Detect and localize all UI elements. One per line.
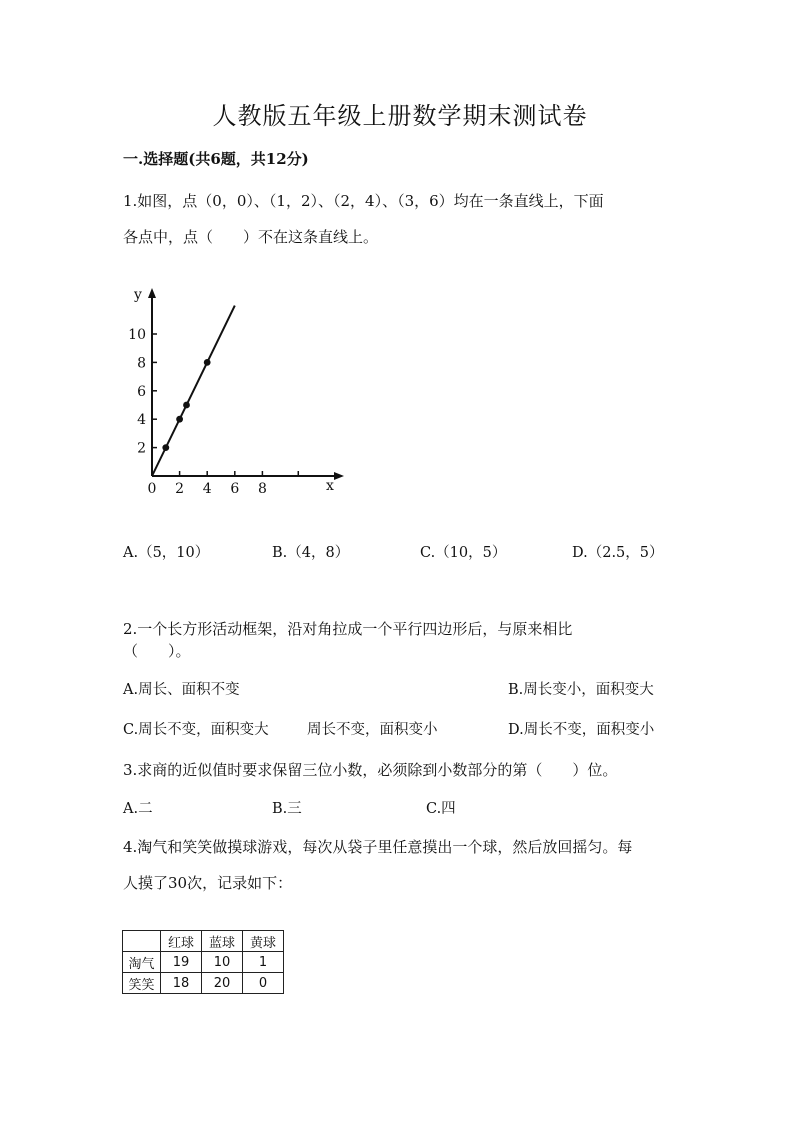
data-point: [183, 402, 190, 409]
table-cell: 0: [243, 973, 284, 994]
q1-option-b[interactable]: B.（4，8）: [272, 545, 350, 561]
q2-text-line2: （ ）。: [123, 642, 191, 660]
table-header-cell: [123, 931, 161, 952]
q4-tally-table: [122, 930, 284, 994]
q3-option-c[interactable]: C.四: [426, 801, 456, 817]
q1-text-line1: 1.如图，点（0，0）、（1，2）、（2，4）、（3，6）均在一条直线上，下面: [123, 192, 604, 210]
y-axis-arrow: [148, 288, 156, 298]
y-axis-label: y: [134, 287, 142, 303]
page-title: 人教版五年级上册数学期末测试卷: [212, 102, 588, 130]
x-axis-label: x: [326, 478, 334, 494]
table-cell: 19: [161, 952, 202, 973]
q3-option-b[interactable]: B.三: [272, 801, 302, 817]
q4-text-line1: 4.淘气和笑笑做摸球游戏，每次从袋子里任意摸出一个球，然后放回摇匀。每: [123, 838, 633, 856]
q2-option-a[interactable]: A.周长、面积不变: [123, 682, 240, 698]
table-cell: 1: [243, 952, 284, 973]
q1-line-graph: [120, 280, 360, 500]
x-tick-label: 0: [147, 481, 157, 497]
q2-option-c[interactable]: C.周长不变，面积变大: [123, 722, 269, 738]
x-tick-label: 4: [202, 481, 212, 497]
x-tick-label: 8: [257, 481, 267, 497]
table-header-row: [123, 931, 284, 952]
table-cell: 10: [202, 952, 243, 973]
x-tick-label: 2: [175, 481, 185, 497]
q2-option-b[interactable]: B.周长变小，面积变大: [508, 682, 654, 698]
q3-text: 3.求商的近似值时要求保留三位小数，必须除到小数部分的第（ ）位。: [123, 761, 618, 779]
table-row-label: 淘气: [123, 952, 161, 973]
table-header-cell: 黄球: [243, 931, 284, 952]
x-axis-arrow: [334, 472, 344, 480]
q2-text-line1: 2.一个长方形活动框架，沿对角拉成一个平行四边形后，与原来相比: [123, 620, 573, 638]
section-heading: 一.选择题(共6题，共12分): [123, 150, 309, 168]
data-point: [176, 416, 183, 423]
q2-option-c-extra: 周长不变，面积变小: [307, 722, 438, 738]
x-tick-label: 6: [230, 481, 240, 497]
y-tick-label: 6: [137, 383, 146, 400]
table-row: [123, 973, 284, 994]
table-header-cell: 红球: [161, 931, 202, 952]
table-header-cell: 蓝球: [202, 931, 243, 952]
y-tick-label: 10: [128, 327, 146, 343]
table-cell: 20: [202, 973, 243, 994]
q2-option-d[interactable]: D.周长不变，面积变小: [508, 722, 655, 738]
q3-option-a[interactable]: A.二: [123, 801, 153, 817]
q4-text-line2: 人摸了30次，记录如下：: [123, 874, 293, 892]
y-tick-label: 8: [137, 355, 146, 372]
y-tick-label: 2: [137, 440, 146, 457]
table-row: [123, 952, 284, 973]
table-row-label: 笑笑: [123, 973, 161, 994]
data-point: [204, 359, 211, 366]
q1-option-d[interactable]: D.（2.5，5）: [572, 545, 664, 561]
q1-option-a[interactable]: A.（5，10）: [123, 545, 210, 561]
q1-option-c[interactable]: C.（10，5）: [420, 545, 507, 561]
y-tick-label: 4: [137, 412, 146, 429]
q1-text-line2: 各点中，点（ ）不在这条直线上。: [123, 228, 379, 246]
data-point: [162, 444, 169, 451]
table-cell: 18: [161, 973, 202, 994]
